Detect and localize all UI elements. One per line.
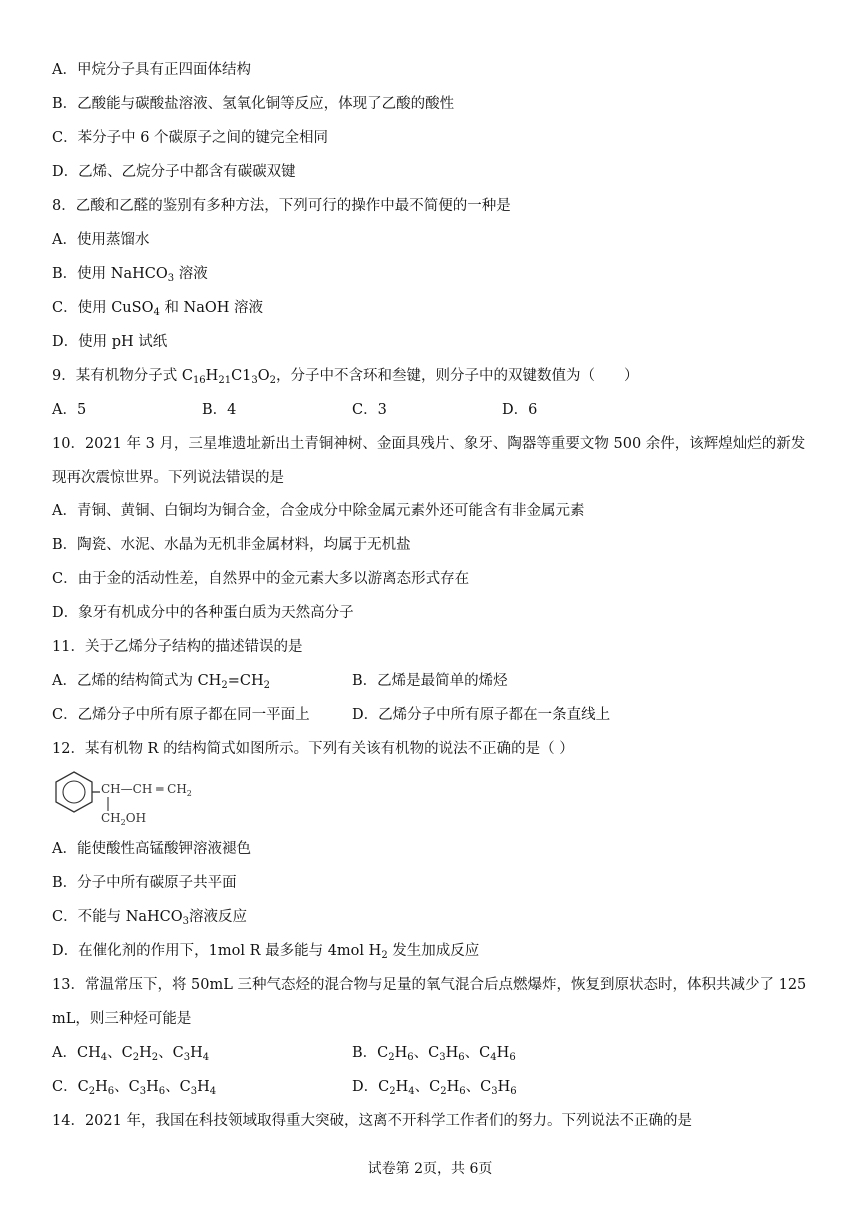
formula-text: H [190,1045,203,1061]
q13-option-c [52,1077,216,1097]
formula-subscript: 2 [388,1052,395,1063]
q9-stem [52,366,639,386]
formula-subscript: 2 [389,1086,396,1097]
formula-subscript: 4 [202,1052,210,1063]
formula-subscript: 2 [88,1086,96,1097]
struct-bottom-group [101,811,146,825]
text: 溶液反应 [189,909,248,925]
q10-stem: 10．2021 年 3 月，三星堆遗址新出土青铜神树、金面具残片、象牙、陶器等重要文物 500 余件，该辉煌灿烂的新发现再次震惊世界。下列说法错误的是 [52,436,806,486]
q8-option-c [52,298,263,318]
q9-option-c: C．3 [352,402,387,418]
q11-option-a [52,671,270,691]
q10-option-d: D．象牙有机成分中的各种蛋白质为天然高分子 [52,605,354,621]
formula-subscript: 3 [139,1086,147,1097]
formula-subscript: 3 [183,1052,191,1063]
subscript: 2 [120,818,126,827]
formula-text: H [95,1079,108,1095]
subscript: 21 [218,375,232,386]
formula-text: H [139,1045,152,1061]
formula-subscript: 3 [190,1086,198,1097]
formula-text: 、C [158,1045,184,1061]
q13-option-d [352,1077,517,1097]
formula-text: H [197,1079,210,1095]
q10-option-c: C．由于金的活动性差，自然界中的金元素大多以游离态形式存在 [52,571,470,587]
text: D．在催化剂的作用下，1mol R 最多能与 4mol H [52,943,382,959]
subscript: 2 [269,375,277,386]
q12-option-d [52,941,479,961]
formula-text: H [446,1079,460,1095]
q7-option-d: D．乙烯、乙烷分子中都含有碳碳双键 [52,164,296,180]
subscript: 2 [381,950,388,961]
formula-subscript: 6 [459,1086,466,1097]
page-footer: 试卷第 2页，共 6页 [367,1161,493,1177]
formula-subscript: 4 [490,1052,497,1063]
formula-subscript: 6 [107,1086,115,1097]
text: C．不能与 NaHCO [52,909,183,925]
formula-text: H [445,1045,459,1061]
formula-text: H [496,1045,510,1061]
q12-option-a: A．能使酸性高锰酸钾溶液褪色 [52,841,251,857]
q10-option-b: B．陶瓷、水泥、水晶为无机非金属材料，均属于无机盐 [52,537,411,553]
q8-option-a: A．使用蒸馏水 [52,232,150,248]
subscript: 16 [192,375,206,386]
q12-option-c [52,907,247,927]
text: 溶液 [174,266,208,282]
formula-subscript: 3 [491,1086,498,1097]
formula-subscript: 2 [132,1052,140,1063]
q13-option-a [52,1043,209,1063]
formula-text: C．C [52,1079,89,1095]
q14-stem: 14．2021 年，我国在科技领域取得重大突破，这离不开科学工作者们的努力。下列说法不正确的是 [52,1113,692,1129]
text: O [257,368,270,384]
formula-text: D．C [352,1079,390,1095]
q9-option-d: D．6 [502,402,538,418]
q11-option-c: C．乙烯分子中所有原子都在同一平面上 [52,707,310,723]
subscript: 2 [186,789,192,798]
subscript: 3 [167,273,175,284]
q13-option-b [352,1043,516,1063]
formula-text: H [395,1079,409,1095]
text: C．使用 CuSO [52,300,154,316]
text: C1 [231,368,252,384]
q12-option-b: B．分子中所有碳原子共平面 [52,875,237,891]
formula-text: H [146,1079,159,1095]
subscript: 2 [221,680,228,691]
formula-text: 、C [414,1079,441,1095]
text: OH [125,811,147,825]
formula-text: 、C [165,1079,191,1095]
formula-subscript: 2 [440,1086,447,1097]
text: 9．某有机物分子式 C [52,368,193,384]
formula-subscript: 2 [151,1052,159,1063]
subscript: 3 [182,916,190,927]
formula-text: B．C [352,1045,389,1061]
q7-option-b: B．乙酸能与碳酸盐溶液、氢氧化铜等反应，体现了乙酸的酸性 [52,96,455,112]
formula-subscript: 6 [158,1086,166,1097]
text: 和 NaOH 溶液 [159,300,264,316]
q8-stem: 8．乙酸和乙醛的鉴别有多种方法，下列可行的操作中最不简便的一种是 [52,198,511,214]
formula-text: 、C [114,1079,140,1095]
formula-subscript: 4 [209,1086,217,1097]
text: B．使用 NaHCO [52,266,168,282]
subscript: 2 [263,680,270,691]
text: =CH [227,673,264,689]
q11-stem: 11．关于乙烯分子结构的描述错误的是 [52,639,303,655]
q8-option-b [52,264,208,284]
formula-text: 、C [465,1079,492,1095]
formula-text: 、C [464,1045,491,1061]
formula-subscript: 6 [407,1052,414,1063]
formula-subscript: 6 [510,1086,517,1097]
text: ，分子中不含环和叁键，则分子中的双键数值为（ ） [276,368,639,384]
q10-option-a: A．青铜、黄铜、白铜均为铜合金，合金成分中除金属元素外还可能含有非金属元素 [52,503,585,519]
q11-option-d: D．乙烯分子中所有原子都在一条直线上 [352,707,611,723]
formula-text: H [497,1079,511,1095]
q9-option-b: B．4 [202,402,237,418]
formula-subscript: 6 [458,1052,465,1063]
formula-subscript: 3 [439,1052,446,1063]
structure-diagram [52,768,222,828]
formula-text: H [394,1045,408,1061]
formula-text: A．CH [52,1045,101,1061]
formula-subscript: 4 [408,1086,415,1097]
q12-stem: 12．某有机物 R 的结构简式如图所示。下列有关该有机物的说法不正确的是（ ） [52,741,574,757]
q7-option-a: A．甲烷分子具有正四面体结构 [52,62,251,78]
text: A．乙烯的结构简式为 CH [52,673,222,689]
text: CH [101,811,121,825]
q8-option-d: D．使用 pH 试纸 [52,334,168,350]
formula-subscript: 6 [509,1052,516,1063]
text: 发生加成反应 [387,943,480,959]
q9-option-a: A．5 [52,402,87,418]
text: H [205,368,219,384]
formula-subscript: 4 [100,1052,108,1063]
q13-stem: 13．常温常压下，将 50mL 三种气态烃的混合物与足量的氧气混合后点燃爆炸，恢复到原状态时，体积共减少了 125 mL，则三种烃可能是 [52,977,807,1027]
formula-text: 、C [413,1045,440,1061]
subscript: 4 [153,307,160,318]
formula-text: 、C [107,1045,133,1061]
struct-top-chain [101,782,192,796]
q7-option-c: C．苯分子中 6 个碳原子之间的键完全相同 [52,130,329,146]
subscript: 3 [251,375,258,386]
q11-option-b: B．乙烯是最简单的烯烃 [352,673,508,689]
text: CH—CH ═ CH [101,782,187,796]
